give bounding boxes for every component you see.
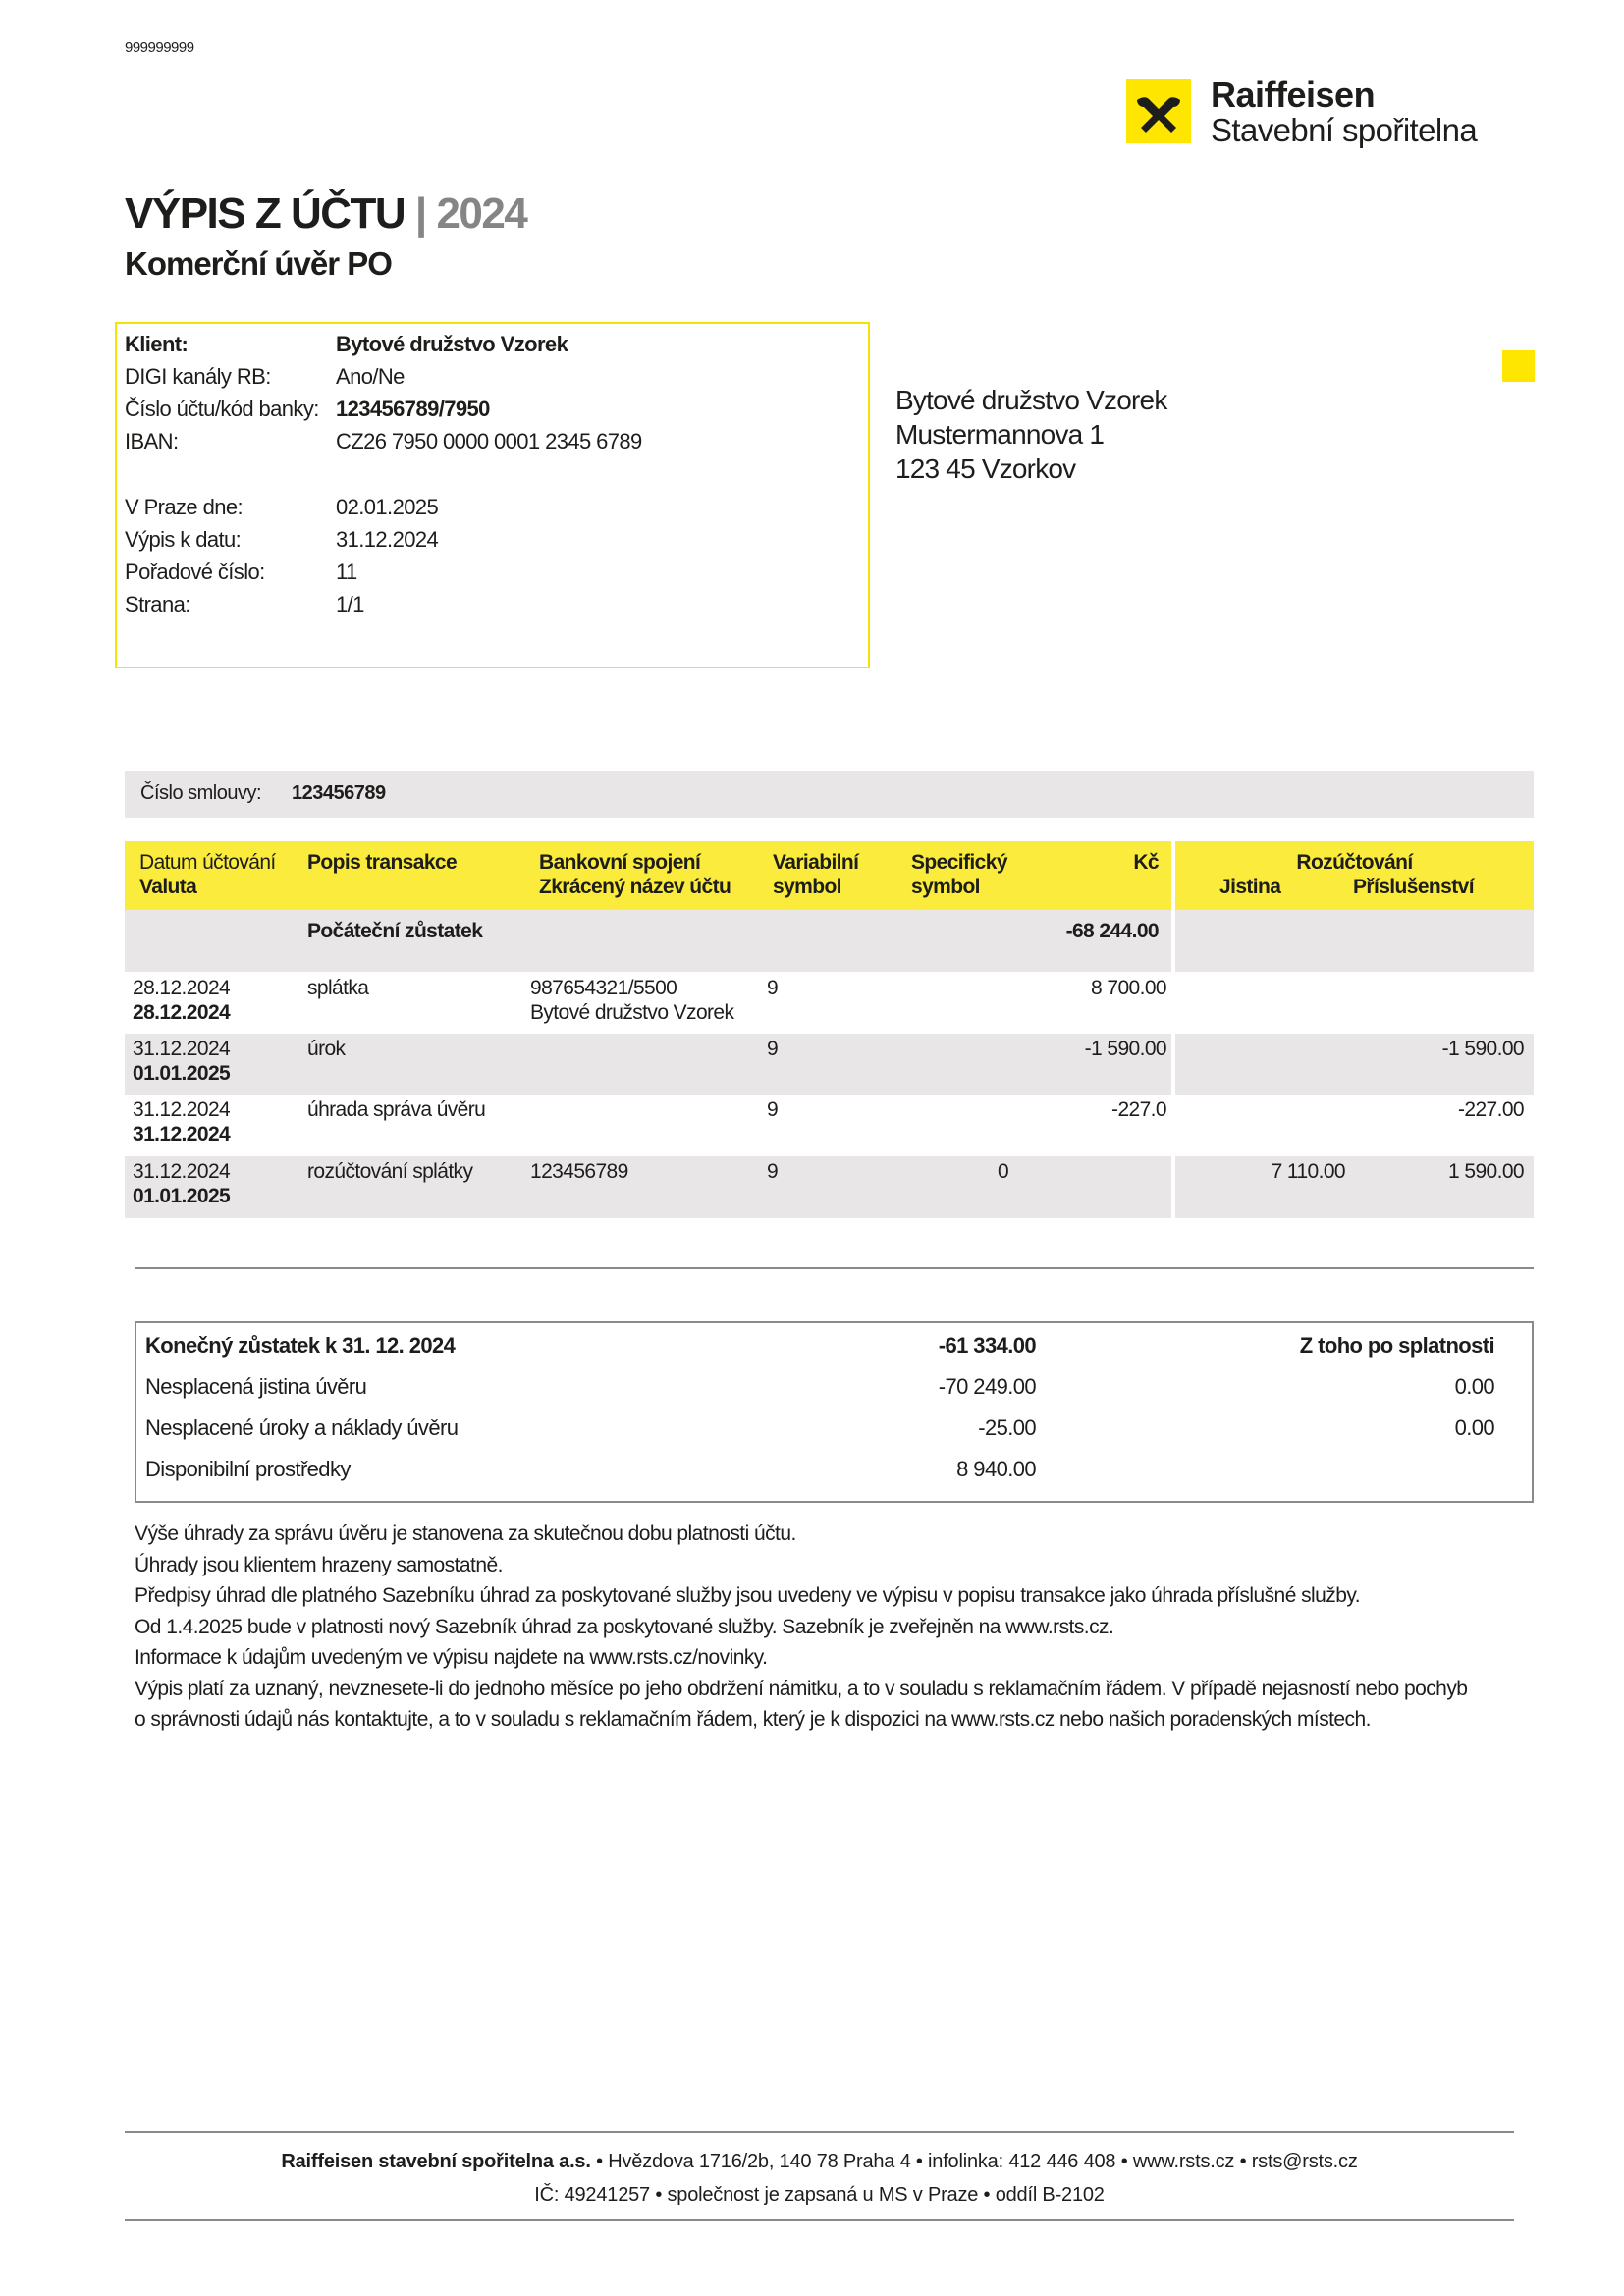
recipient-address <box>895 383 1167 486</box>
header-variable-symbol-1: Variabilní <box>773 851 859 874</box>
note-line: o správnosti údajů nás kontaktujte, a to v souladu s reklamačním řádem, který je k dispozici na www.rsts.cz nebo našich poradenských místech. <box>135 1708 1371 1731</box>
row-bank-connection: 987654321/5500 <box>530 977 677 999</box>
page-value: 1/1 <box>336 592 364 616</box>
row-amount: -227.0 <box>1111 1098 1166 1121</box>
footer-company-name: Raiffeisen stavební spořitelna a.s. <box>281 2151 591 2172</box>
iban-label: IBAN: <box>125 429 179 454</box>
place-date-label: V Praze dne: <box>125 495 243 519</box>
header-specific-symbol-2: symbol <box>911 876 980 898</box>
row-variable-symbol: 9 <box>767 1098 779 1121</box>
row-account-short-name: Bytové družstvo Vzorek <box>530 1001 734 1024</box>
opening-balance-amount: -68 244.00 <box>1065 920 1159 942</box>
opening-balance-label: Počáteční zůstatek <box>307 920 483 942</box>
row-accessories: -227.00 <box>1457 1098 1524 1121</box>
header-specific-symbol-1: Specifický <box>911 851 1007 874</box>
iban-value: CZ26 7950 0000 0001 2345 6789 <box>336 429 642 454</box>
row-amount: -1 590.00 <box>1084 1038 1166 1060</box>
row-description: úhrada správa úvěru <box>307 1098 486 1121</box>
header-description: Popis transakce <box>307 851 458 874</box>
address-line-street: Mustermannova 1 <box>895 419 1105 450</box>
row-principal: 7 110.00 <box>1271 1160 1345 1183</box>
note-line: Předpisy úhrad dle platného Sazebníku úhrad za poskytované služby jsou uvedeny ve výpisu v popisu transakce jako úhrada příslušné služby. <box>135 1584 1361 1607</box>
row-description: rozúčtování splátky <box>307 1160 473 1183</box>
row-date-posting: 31.12.2024 <box>133 1038 231 1060</box>
row-date-value: 28.12.2024 <box>133 1001 231 1024</box>
client-label: Klient: <box>125 332 189 356</box>
summary-row-label: Nesplacené úroky a náklady úvěru <box>145 1415 459 1440</box>
contract-value: 123456789 <box>292 782 386 804</box>
header-amount: Kč <box>1133 851 1159 874</box>
yellow-mark-square <box>1502 350 1535 382</box>
footer-line-1 <box>125 2151 1514 2173</box>
digi-label: DIGI kanály RB: <box>125 364 271 389</box>
header-account-short-name: Zkrácený název účtu <box>539 876 731 898</box>
header-allocation: Rozúčtování <box>1296 851 1413 874</box>
note-line: Úhrady jsou klientem hrazeny samostatně. <box>135 1553 503 1576</box>
statement-date-label: Výpis k datu: <box>125 527 242 552</box>
row-date-value: 31.12.2024 <box>133 1123 231 1146</box>
title-main: VÝPIS Z ÚČTU <box>125 189 406 238</box>
row-description: splátka <box>307 977 369 999</box>
statement-notes <box>135 1519 1539 1735</box>
contract-label: Číslo smlouvy: <box>140 782 262 804</box>
summary-row-value: -70 249.00 <box>938 1374 1036 1399</box>
page-subtitle: Komerční úvěr PO <box>125 245 392 282</box>
overdue-header: Z toho po splatnosti <box>1299 1333 1494 1358</box>
raiffeisen-gable-cross-icon <box>1126 79 1191 143</box>
closing-balance-value: -61 334.00 <box>938 1333 1036 1358</box>
row-amount: 8 700.00 <box>1091 977 1166 999</box>
footer-line-2: IČ: 49241257 • společnost je zapsaná u MS v Praze • oddíl B-2102 <box>534 2184 1105 2206</box>
place-date-value: 02.01.2025 <box>336 495 439 519</box>
row-variable-symbol: 9 <box>767 977 779 999</box>
header-date-value: Valuta <box>139 876 197 898</box>
footer-top-rule <box>125 2131 1514 2133</box>
title-year: 2024 <box>436 189 527 238</box>
row-variable-symbol: 9 <box>767 1038 779 1060</box>
digi-value: Ano/Ne <box>336 364 405 389</box>
account-label: Číslo účtu/kód banky: <box>125 397 319 421</box>
document-reference-number: 999999999 <box>125 39 194 56</box>
row-bank-connection: 123456789 <box>530 1160 628 1183</box>
sequence-label: Pořadové číslo: <box>125 560 265 584</box>
summary-row-label: Disponibilní prostředky <box>145 1457 351 1481</box>
page-label: Strana: <box>125 592 190 616</box>
client-value: Bytové družstvo Vzorek <box>336 332 568 356</box>
summary-row-value: -25.00 <box>978 1415 1036 1440</box>
address-line-city: 123 45 Vzorkov <box>895 454 1076 484</box>
closing-balance-label: Konečný zůstatek k 31. 12. 2024 <box>145 1333 456 1358</box>
row-date-posting: 31.12.2024 <box>133 1160 231 1183</box>
row-date-value: 01.01.2025 <box>133 1062 231 1085</box>
row-date-value: 01.01.2025 <box>133 1185 231 1207</box>
summary-row-overdue: 0.00 <box>1454 1374 1494 1399</box>
note-line: Informace k údajům uvedeným ve výpisu najdete na www.rsts.cz/novinky. <box>135 1646 768 1669</box>
note-line: Výpis platí za uznaný, nevznesete-li do jednoho měsíce po jeho obdržení námitku, a to v souladu s reklamačním řádem. V případě nejasností nebo pochyb <box>135 1677 1468 1700</box>
summary-row-value: 8 940.00 <box>956 1457 1036 1481</box>
title-separator: | <box>414 189 426 238</box>
summary-row-overdue: 0.00 <box>1454 1415 1494 1440</box>
note-line: Výše úhrady za správu úvěru je stanovena za skutečnou dobu platnosti účtu. <box>135 1522 796 1545</box>
row-date-posting: 28.12.2024 <box>133 977 231 999</box>
header-bank-connection: Bankovní spojení <box>539 851 701 874</box>
header-accessories: Příslušenství <box>1353 876 1474 898</box>
row-variable-symbol: 9 <box>767 1160 779 1183</box>
table-row-bg <box>125 1156 1171 1218</box>
address-line-name: Bytové družstvo Vzorek <box>895 385 1167 415</box>
statement-date-value: 31.12.2024 <box>336 527 439 552</box>
sequence-value: 11 <box>336 560 357 584</box>
row-accessories: -1 590.00 <box>1441 1038 1524 1060</box>
row-specific-symbol: 0 <box>998 1160 1009 1183</box>
footer-contact-info: • Hvězdova 1716/2b, 140 78 Praha 4 • infolinka: 412 446 408 • www.rsts.cz • rsts@rsts.cz <box>590 2151 1358 2172</box>
section-divider <box>135 1267 1534 1269</box>
header-date-posting: Datum účtování <box>139 851 276 874</box>
contract-bar <box>125 771 1534 818</box>
account-value: 123456789/7950 <box>336 397 490 421</box>
row-date-posting: 31.12.2024 <box>133 1098 231 1121</box>
summary-row-label: Nesplacená jistina úvěru <box>145 1374 367 1399</box>
header-variable-symbol-2: symbol <box>773 876 841 898</box>
opening-balance-row-allocation <box>1175 910 1534 972</box>
logo-text-stavebni-sporitelna: Stavební spořitelna <box>1211 112 1478 148</box>
raiffeisen-logo <box>1126 75 1539 149</box>
logo-text-raiffeisen: Raiffeisen <box>1211 75 1376 115</box>
note-line: Od 1.4.2025 bude v platnosti nový Sazebník úhrad za poskytované služby. Sazebník je zveřejněn na www.rsts.cz. <box>135 1615 1114 1638</box>
header-principal: Jistina <box>1219 876 1281 898</box>
page-title <box>125 189 526 239</box>
row-accessories: 1 590.00 <box>1448 1160 1524 1183</box>
row-description: úrok <box>307 1038 346 1060</box>
footer-bottom-rule <box>125 2219 1514 2221</box>
